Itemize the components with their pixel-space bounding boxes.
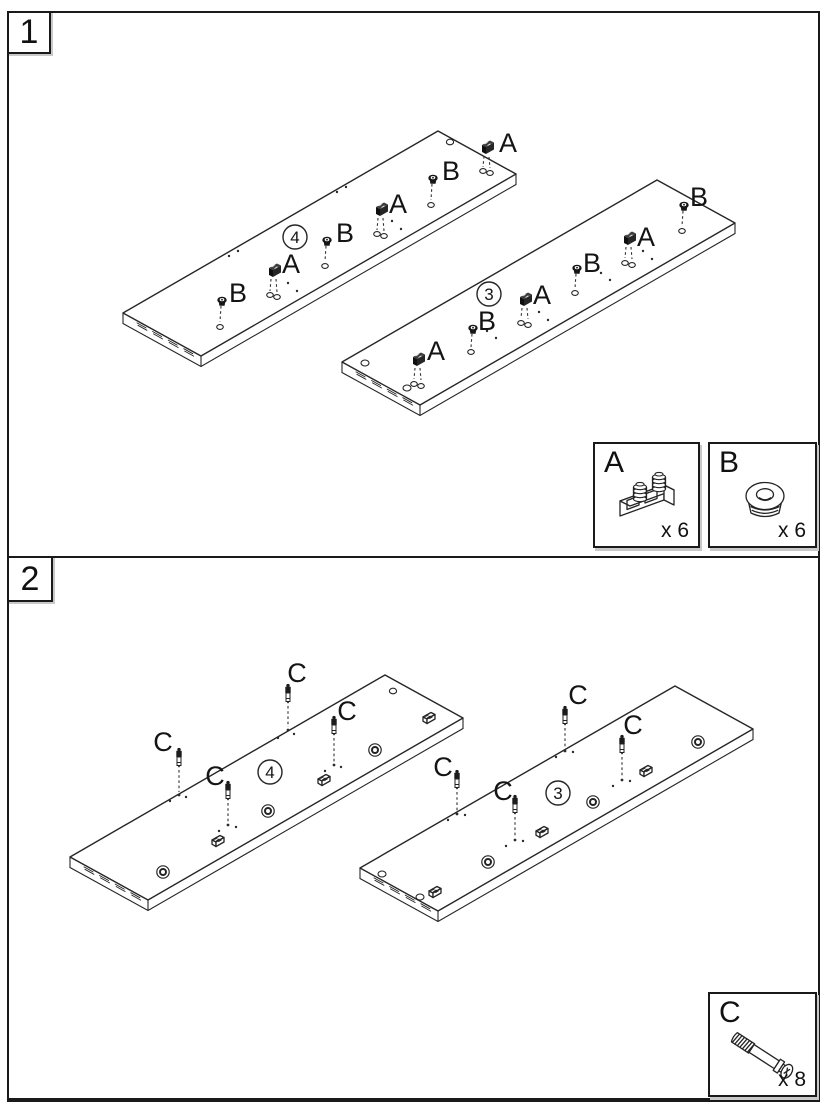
callout-letter: C [205,761,225,791]
callout-letter: C [287,658,307,688]
circled-part-number [546,781,570,805]
bolt-icon [225,781,230,801]
dowel-hole [217,325,224,330]
dowel-hole [428,203,435,208]
svg-text:4: 4 [265,763,275,782]
step2-drawing [70,658,753,922]
panel-hole [446,139,453,145]
callout-letter: A [498,128,518,158]
cam-block-icon [482,141,494,155]
callout-letter: B [689,182,709,212]
callout-letter: C [568,680,588,710]
bolt-icon [562,706,567,726]
dowel-hole [622,261,629,266]
step-2-number: 2 [20,559,40,598]
cam-seat-icon [369,744,381,756]
callout-letter: A [636,222,656,252]
dowel-hole [572,291,579,296]
dowel-hole [381,234,388,239]
svg-text:3: 3 [553,784,563,803]
dowel-hole [274,295,281,300]
callout-letter: B [335,218,355,248]
circled-part-number [258,760,282,784]
dowel-hole [267,293,274,298]
step-1-number: 1 [19,13,39,51]
cam-seat-icon [157,866,169,878]
legend-box-c [708,992,817,1097]
dowel-hole [322,264,329,269]
dowel-hole [374,232,381,237]
dowel-hole [629,263,636,268]
cam-seat-icon [482,856,494,868]
cam-seat-icon [587,796,599,808]
callout-letter: B [441,156,461,186]
dowel-hole [480,169,487,174]
callout-letter: A [388,189,408,219]
callout-letter: C [433,752,453,782]
part-letter: B [719,446,740,479]
callout-letter: A [426,336,446,366]
panel-hole [361,360,369,366]
callout-letter: B [228,278,248,308]
callout-letter: B [477,306,497,336]
dowel-hole [411,382,418,387]
callout-letter: C [337,696,357,726]
svg-text:4: 4 [290,228,300,247]
callout-letter: C [153,727,173,757]
panel-hole [416,894,424,900]
dowel-hole [468,350,475,355]
bolt-icon [331,716,336,736]
bolt-icon [176,748,181,768]
dowel-hole [525,323,532,328]
dowel-hole [518,321,525,326]
bolt-icon [454,770,459,790]
legend-box-a [593,442,700,548]
dowel-hole [487,171,494,176]
panel-hole [403,385,411,391]
dowel-hole [679,229,686,234]
panel-hole [389,688,396,694]
part-letter: A [604,446,625,479]
legend-box-b [708,442,817,548]
circled-part-number [477,282,501,306]
part-qty: x 8 [777,1068,806,1091]
bolt-icon [512,795,517,815]
panel-hole [378,871,386,877]
cam-seat-icon [692,736,704,748]
callout-letter: C [623,710,643,740]
callout-letter: A [532,280,552,310]
svg-text:3: 3 [484,285,494,304]
callout-letter: A [281,249,301,279]
callout-letter: C [493,776,513,806]
callout-c [153,727,187,802]
part-qty: x 6 [777,519,806,542]
circled-part-number [283,225,307,249]
part-letter: C [719,996,741,1029]
callout-letter: B [582,248,602,278]
dowel-hole [418,384,425,389]
part-qty: x 6 [660,519,689,542]
step1-drawing [123,128,735,416]
cam-seat-icon [262,805,274,817]
